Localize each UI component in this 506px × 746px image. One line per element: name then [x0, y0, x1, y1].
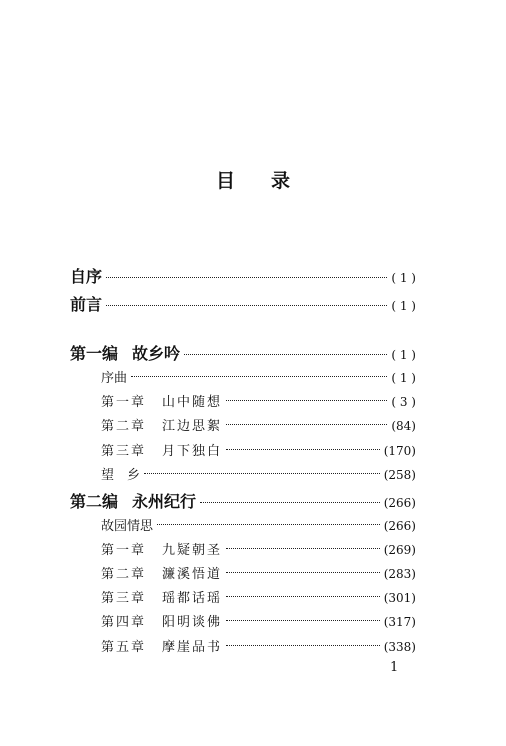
- toc-label: 前言: [70, 295, 103, 314]
- chapter-number: 第三章: [101, 444, 147, 459]
- toc-label: 望 乡: [101, 468, 141, 483]
- part-number: 第二编: [70, 492, 119, 511]
- toc-label: 故乡吟: [132, 344, 181, 363]
- dot-leader: [226, 596, 380, 597]
- toc-page-number: ( 1 ): [391, 271, 416, 285]
- chapter-number: 第一章: [101, 395, 147, 410]
- toc-page-number: (258): [383, 468, 416, 482]
- toc-entry-chapter[interactable]: [101, 611, 416, 630]
- toc-label: 阳明谈佛: [162, 615, 223, 630]
- toc-page-number: (170): [383, 444, 416, 458]
- toc-page-number: ( 1 ): [391, 348, 416, 362]
- dot-leader: [184, 354, 387, 355]
- toc-label: 序曲: [101, 371, 128, 386]
- toc-entry-chapter[interactable]: [101, 440, 416, 459]
- toc-entry-foreword[interactable]: [70, 292, 416, 315]
- toc-page-number: (266): [383, 496, 416, 510]
- toc-entry-chapter[interactable]: [101, 587, 416, 606]
- chapter-number: 第五章: [101, 640, 147, 655]
- page-number: 1: [390, 660, 399, 675]
- toc-entry-chapter[interactable]: [101, 563, 416, 582]
- toc-entry-chapter[interactable]: [101, 539, 416, 558]
- toc-entry-chapter[interactable]: [101, 415, 416, 434]
- dot-leader: [106, 277, 387, 278]
- toc-entry-prelude[interactable]: [101, 367, 416, 386]
- toc-label: 濂溪悟道: [162, 567, 223, 582]
- toc-page-number: (301): [383, 591, 416, 605]
- toc-label: 瑶都话瑶: [162, 591, 223, 606]
- toc-entry-part-2[interactable]: [70, 489, 416, 512]
- title-char-1: 目: [215, 170, 235, 192]
- toc-label: 九疑朝圣: [162, 543, 223, 558]
- toc-entry-preface-author[interactable]: [70, 264, 416, 287]
- dot-leader: [200, 502, 380, 503]
- toc-entry-intro[interactable]: [101, 515, 416, 534]
- dot-leader: [144, 473, 380, 474]
- toc-page-number: (317): [383, 615, 416, 629]
- chapter-number: 第四章: [101, 615, 147, 630]
- toc-page-number: (84): [391, 419, 416, 433]
- dot-leader: [226, 449, 380, 450]
- toc-entry-chapter[interactable]: [101, 391, 416, 410]
- title-char-2: 录: [271, 170, 291, 192]
- dot-leader: [157, 524, 380, 525]
- toc-label: 永州纪行: [132, 492, 197, 511]
- chapter-number: 第二章: [101, 419, 147, 434]
- toc-page-number: (338): [383, 640, 416, 654]
- dot-leader: [226, 424, 387, 425]
- toc-entry-epilogue[interactable]: [101, 464, 416, 483]
- toc-page-number: (283): [383, 567, 416, 581]
- dot-leader: [226, 400, 387, 401]
- toc-label: 自序: [70, 267, 103, 286]
- toc-label: 摩崖品书: [162, 640, 223, 655]
- dot-leader: [226, 548, 380, 549]
- chapter-number: 第三章: [101, 591, 147, 606]
- dot-leader: [131, 376, 387, 377]
- dot-leader: [226, 645, 380, 646]
- toc-page-number: (266): [383, 519, 416, 533]
- part-number: 第一编: [70, 344, 119, 363]
- toc-page-number: ( 1 ): [391, 299, 416, 313]
- toc-label: 江边思絮: [162, 419, 223, 434]
- dot-leader: [226, 620, 380, 621]
- toc-entry-part-1[interactable]: [70, 341, 416, 364]
- toc-label: 月下独白: [162, 444, 223, 459]
- chapter-number: 第一章: [101, 543, 147, 558]
- toc-page-number: (269): [383, 543, 416, 557]
- toc-label: 山中随想: [162, 395, 223, 410]
- toc-page-number: ( 3 ): [391, 395, 416, 409]
- toc-page-number: ( 1 ): [391, 371, 416, 385]
- dot-leader: [226, 572, 380, 573]
- dot-leader: [106, 305, 387, 306]
- chapter-number: 第二章: [101, 567, 147, 582]
- toc-entry-chapter[interactable]: [101, 636, 416, 655]
- toc-label: 故园情思: [101, 519, 154, 534]
